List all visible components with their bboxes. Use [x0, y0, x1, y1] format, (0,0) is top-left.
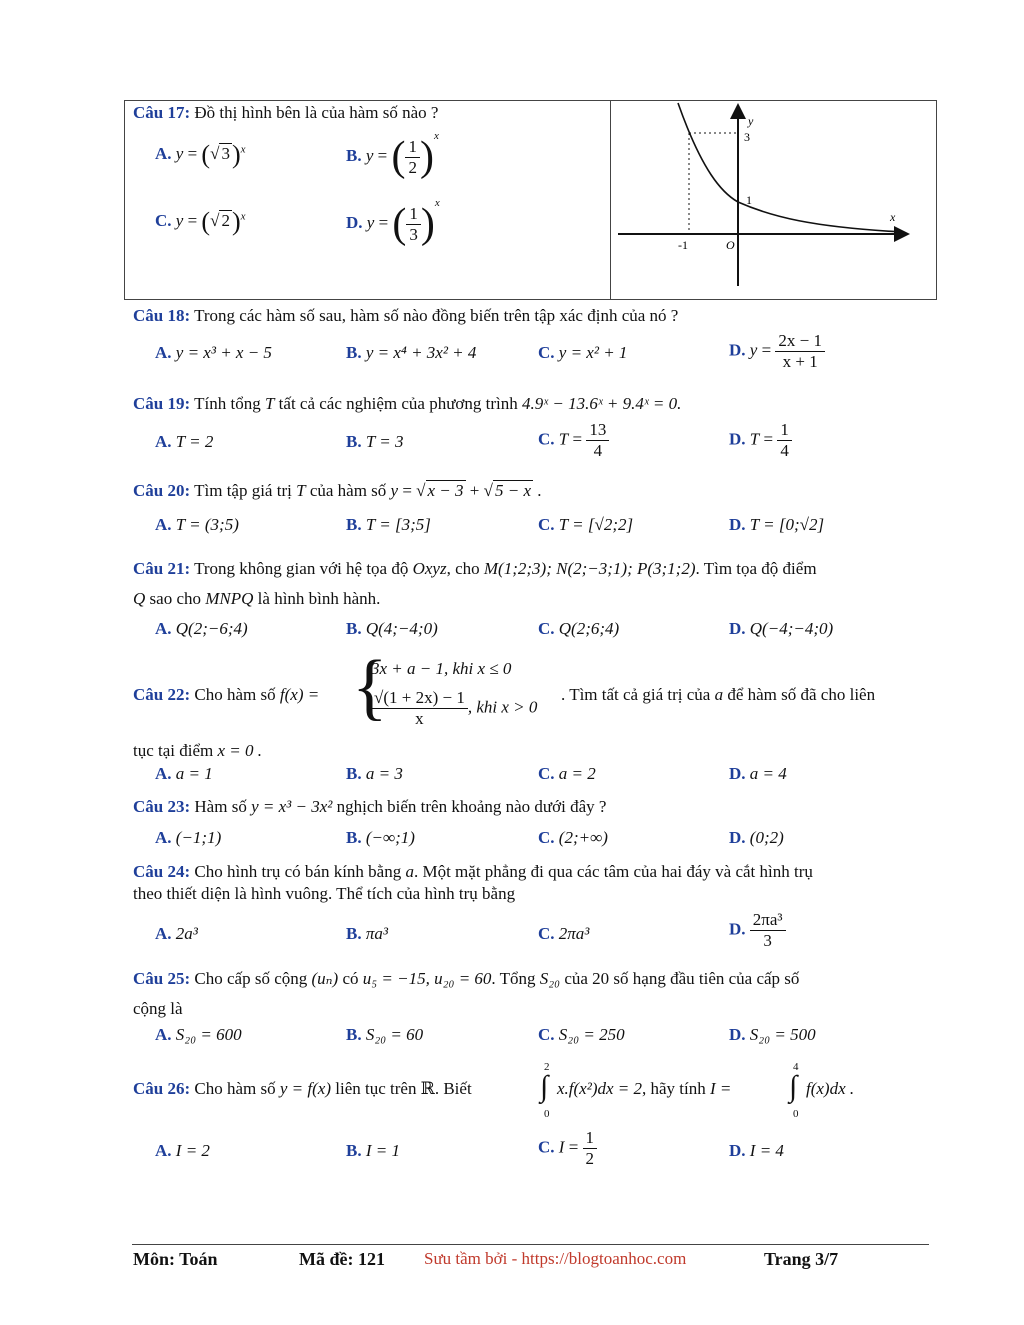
q18-option-a[interactable]: A. y = x³ + x − 5 — [155, 343, 272, 362]
q19-option-c[interactable]: C. T = $\frac{13}{4}$ — [538, 420, 609, 461]
question-24: Câu 24: Cho hình trụ có bán kính bằng a. Một mặt phẳng đi qua các tâm của hai đáy và cắt hình trụ — [133, 862, 813, 881]
q25-option-d[interactable]: D. S₂₀ = 500 — [729, 1025, 816, 1044]
q23-option-c[interactable]: C. (2;+∞) — [538, 828, 608, 847]
question-21: Câu 21: Trong không gian với hệ tọa độ Oxyz, cho M(1;2;3); N(2;−3;1); P(3;1;2). Tìm tọa độ điểm — [133, 559, 817, 578]
question-23: Câu 23: Hàm số y = x³ − 3x² nghịch biến trên khoảng nào dưới đây ? — [133, 797, 607, 816]
q21-option-b[interactable]: B. Q(4;−4;0) — [346, 619, 438, 638]
footer-code: Mã đề: 121 — [299, 1249, 385, 1269]
q24-option-a[interactable]: A. 2a³ — [155, 924, 198, 943]
q25-option-b[interactable]: B. S₂₀ = 60 — [346, 1025, 424, 1044]
question-26: Câu 26: Cho hàm số y = f(x) liên tục trên ℝ. Biết — [133, 1079, 472, 1098]
origin-label: O — [726, 238, 735, 252]
q25-option-c[interactable]: C. S₂₀ = 250 — [538, 1025, 625, 1044]
footer-subject: Môn: Toán — [133, 1249, 218, 1269]
q23-option-a[interactable]: A. (−1;1) — [155, 828, 222, 847]
question-17 — [133, 103, 438, 123]
q21-option-c[interactable]: C. Q(2;6;4) — [538, 619, 620, 638]
footer-divider — [132, 1244, 929, 1245]
q24-option-c[interactable]: C. 2πa³ — [538, 924, 590, 943]
int2-lower: 0 — [793, 1108, 799, 1120]
question-22: Câu 22: Cho hàm số f(x) = — [133, 685, 320, 704]
integral-sign-1: ∫ — [540, 1070, 549, 1103]
tick-y-1: 1 — [746, 193, 752, 207]
footer-source-link[interactable]: Sưu tầm bởi - https://blogtoanhoc.com — [424, 1249, 687, 1268]
q22-option-c[interactable]: C. a = 2 — [538, 764, 596, 783]
question-text: Đồ thị hình bên là của hàm số nào ? — [194, 103, 439, 122]
int1-lower: 0 — [544, 1108, 550, 1120]
q18-option-b[interactable]: B. y = x⁴ + 3x² + 4 — [346, 343, 477, 362]
integral-sign-2: ∫ — [789, 1070, 798, 1103]
q23-option-d[interactable]: D. (0;2) — [729, 828, 784, 847]
piecewise-brace: { — [352, 646, 388, 728]
q22-option-d[interactable]: D. a = 4 — [729, 764, 787, 783]
question-25-line2: cộng là — [133, 999, 183, 1018]
q20-option-a[interactable]: A. T = (3;5) — [155, 515, 239, 534]
integral-2: f(x)dx . — [806, 1079, 855, 1098]
q17-option-d[interactable]: D. y = ( $\frac{1}{3}$ )$^x$ — [346, 197, 440, 248]
tick-y-3: 3 — [744, 130, 750, 144]
q24-option-b[interactable]: B. πa³ — [346, 924, 388, 943]
question-24-line2: theo thiết diện là hình vuông. Thể tích của hình trụ bằng — [133, 884, 516, 903]
q17-graph — [612, 101, 934, 297]
q19-option-d[interactable]: D. T = $\frac{1}{4}$ — [729, 420, 792, 461]
question-18: Câu 18: Trong các hàm số sau, hàm số nào đồng biến trên tập xác định của nó ? — [133, 306, 679, 325]
question-22-line2: tục tại điểm x = 0 . — [133, 741, 263, 760]
q17-option-b[interactable]: B. y = ( $\frac{1}{2}$ )$^x$ — [346, 130, 439, 181]
q17-option-a[interactable]: A. y = (√ 3)$^x$ — [155, 140, 246, 169]
question-label: Câu 17: — [133, 103, 191, 122]
q24-option-d[interactable]: D. $\frac{\text{2πa³}}{3}$ — [729, 910, 786, 951]
table-divider — [610, 101, 611, 299]
q22-option-a[interactable]: A. a = 1 — [155, 764, 213, 783]
x-axis-label: x — [890, 210, 896, 224]
q26-option-c[interactable]: C. I = $\frac{1}{2}$ — [538, 1128, 597, 1169]
int1-upper: 2 — [544, 1061, 550, 1073]
question-21-line2: Q sao cho MNPQ là hình bình hành. — [133, 589, 381, 608]
integral-1: x.f(x²)dx = 2, hãy tính I = — [557, 1079, 732, 1098]
q21-option-a[interactable]: A. Q(2;−6;4) — [155, 619, 248, 638]
q20-option-d[interactable]: D. T = [0;√2] — [729, 515, 825, 534]
q26-option-d[interactable]: D. I = 4 — [729, 1141, 784, 1160]
q18-option-c[interactable]: C. y = x² + 1 — [538, 343, 628, 362]
q25-option-a[interactable]: A. S₂₀ = 600 — [155, 1025, 242, 1044]
piecewise-case1: 3x + a − 1, khi x ≤ 0 — [371, 659, 512, 678]
q26-option-b[interactable]: B. I = 1 — [346, 1141, 400, 1160]
q17-option-c[interactable]: C. y = (√ 2)$^x$ — [155, 207, 246, 236]
tick-x-minus1: -1 — [678, 238, 688, 252]
question-19: Câu 19: Tính tổng T tất cả các nghiệm của phương trình 4.9ˣ − 13.6ˣ + 9.4ˣ = 0. — [133, 394, 682, 413]
question-22-cont: . Tìm tất cả giá trị của a để hàm số đã cho liên — [561, 685, 876, 704]
q22-option-b[interactable]: B. a = 3 — [346, 764, 403, 783]
question-20: Câu 20: Tìm tập giá trị T của hàm số y = √ x − 3 + √ 5 − x . — [133, 481, 542, 500]
q19-option-b[interactable]: B. T = 3 — [346, 432, 404, 451]
question-25: Câu 25: Cho cấp số cộng (uₙ) có u₅ = −15, u₂₀ = 60. Tổng S₂₀ của 20 số hạng đầu tiên của cấp số — [133, 969, 800, 988]
q20-option-c[interactable]: C. T = [√2;2] — [538, 515, 634, 534]
piecewise-case2: $\frac{√(1 + 2x) - 1}{x}$ , khi x > 0 — [371, 688, 537, 729]
q18-option-d[interactable]: D. y = $\frac{2x - 1}{x + 1}$ — [729, 331, 825, 372]
q19-option-a[interactable]: A. T = 2 — [155, 432, 214, 451]
int2-upper: 4 — [793, 1061, 799, 1073]
q20-option-b[interactable]: B. T = [3;5] — [346, 515, 431, 534]
q23-option-b[interactable]: B. (−∞;1) — [346, 828, 415, 847]
q21-option-d[interactable]: D. Q(−4;−4;0) — [729, 619, 834, 638]
footer-page: Trang 3/7 — [764, 1249, 839, 1269]
exponential-curve — [678, 103, 902, 232]
q26-option-a[interactable]: A. I = 2 — [155, 1141, 210, 1160]
y-axis-label: y — [748, 114, 754, 128]
